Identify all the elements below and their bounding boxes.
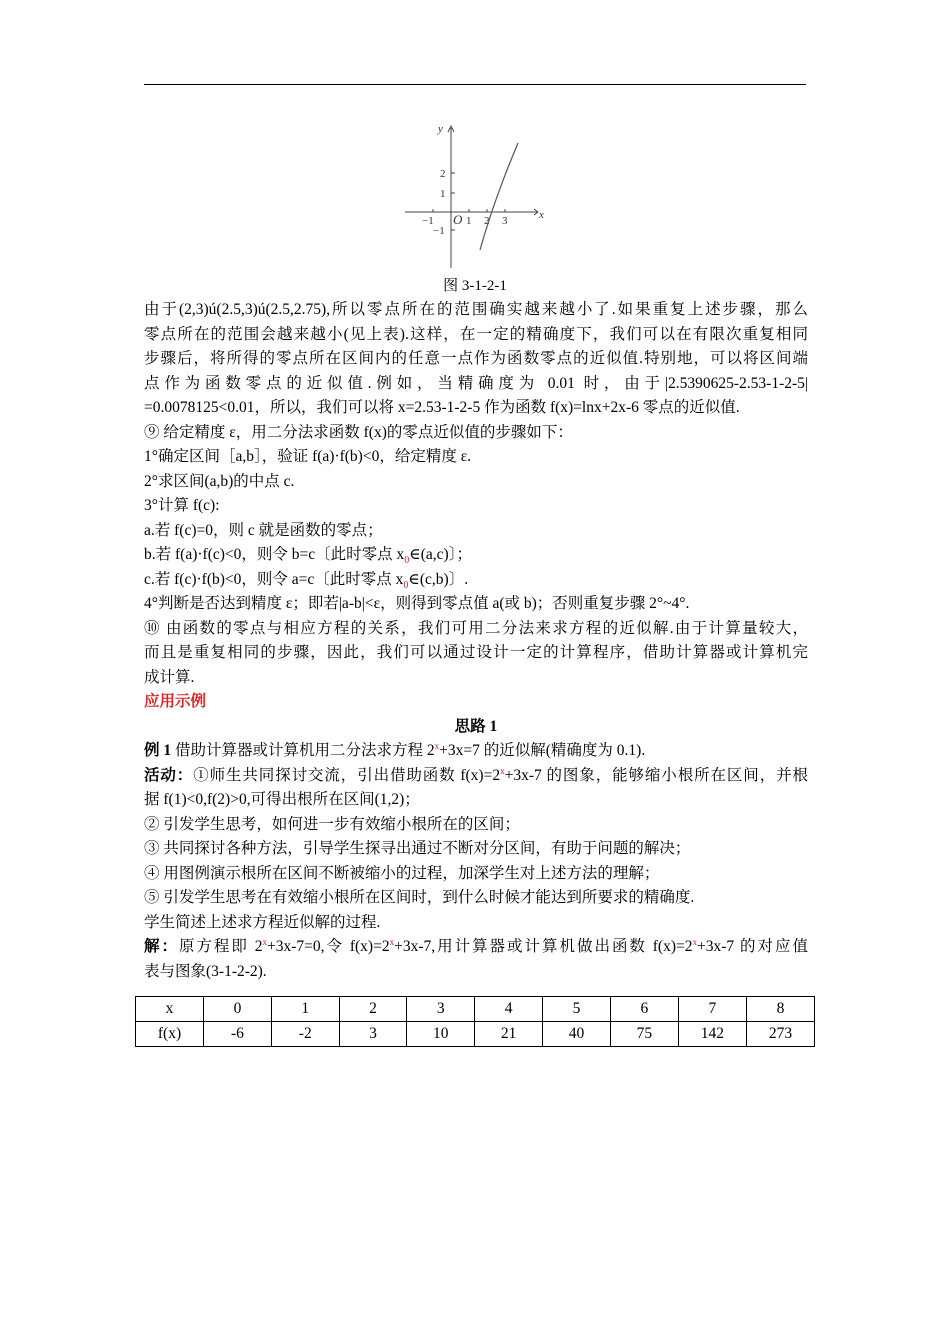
y-axis-label: y: [438, 123, 443, 135]
function-curve: [480, 143, 518, 250]
step-text: ∈(c,b)〕.: [408, 570, 469, 588]
paragraph-line: =0.0078125<0.01，所以，我们可以将 x=2.53-1-2-5 作为函数 f(x)=lnx+2x-6 零点的近似值.: [144, 399, 740, 416]
example-text: 借助计算器或计算机用二分法求方程 2: [175, 742, 435, 759]
step-text: ∈(a,c)〕；: [409, 546, 472, 563]
solution-text: +3x-7=0,令 f(x)=2: [267, 938, 390, 955]
step-line: [144, 568, 808, 593]
step-line: a.若 f(c)=0，则 c 就是函数的零点；: [144, 521, 383, 539]
x-axis-label: x: [539, 209, 544, 221]
table-cell: 1: [271, 997, 339, 1022]
solution-line: [144, 935, 808, 960]
table-row: [136, 997, 815, 1022]
activity-line: 据 f(1)<0,f(2)>0,可得出根所在区间(1,2)；: [144, 791, 420, 808]
paragraph-line: 由于(2,3)ú(2.5,3)ú(2.5,2.75),所以零点所在的范围确实越来越小了.如果重复上述步骤，那么: [144, 301, 808, 318]
section-heading: 应用示例: [144, 693, 207, 710]
activity-line: ③ 共同探讨各种方法，引导学生探寻出通过不断对分区间，有助于问题的解决；: [144, 840, 691, 857]
activity-label: 活动：: [144, 766, 194, 784]
step-text: b.若 f(a)·f(c)<0，则令 b=c〔此时零点 x: [144, 546, 405, 563]
table-cell: 6: [610, 997, 678, 1022]
subscript: 0: [403, 579, 409, 591]
paragraph-line: 零点所在的范围会越来越小(见上表).这样，在一定的精确度下，我们可以在有限次重复相同: [144, 325, 808, 343]
table-cell: 5: [543, 997, 611, 1022]
table-cell: -2: [271, 1022, 339, 1047]
table-cell: 3: [407, 997, 475, 1022]
table-cell: 0: [204, 997, 272, 1022]
superscript: x: [389, 936, 395, 947]
solution-text: +3x-7,用计算器或计算机做出函数 f(x)=2: [394, 938, 693, 955]
solution-text: +3x-7 的对应值: [697, 938, 808, 955]
solution-line: 表与图象(3-1-2-2).: [144, 962, 267, 980]
paragraph-line: 步骤后，将所得的零点所在区间内的任意一点作为函数零点的近似值.特别地，可以将区间端: [144, 350, 808, 367]
tick-label: 1: [440, 188, 446, 200]
table-cell: 3: [339, 1022, 407, 1047]
example-line: [144, 739, 808, 764]
table-cell: 21: [475, 1022, 543, 1047]
paragraph-line: ⑨ 给定精度 ε，用二分法求函数 f(x)的零点近似值的步骤如下：: [144, 423, 573, 441]
table-cell: 10: [407, 1022, 475, 1047]
table-header-cell: x: [136, 997, 204, 1022]
tick-label: 2: [484, 215, 490, 227]
figure-caption: 图 3-1-2-1: [443, 278, 507, 294]
example-text: +3x=7 的近似解(精确度为 0.1).: [439, 742, 646, 759]
table-cell: 4: [475, 997, 543, 1022]
table-cell: -6: [204, 1022, 272, 1047]
tick-label: −1: [422, 215, 434, 227]
tick-label: 1: [466, 215, 472, 227]
tick-label: 2: [440, 168, 446, 180]
table-row: [136, 1022, 815, 1047]
table-cell: 7: [678, 997, 746, 1022]
activity-line: 学生简述上述求方程近似解的过程.: [144, 913, 381, 931]
table-cell: 142: [678, 1022, 746, 1047]
example-label: 例 1: [144, 742, 172, 759]
table-header-cell: f(x): [136, 1022, 204, 1047]
table-cell: 273: [746, 1022, 814, 1047]
solution-label: 解：: [144, 938, 179, 955]
activity-line: ④ 用图例演示根所在区间不断被缩小的过程，加深学生对上述方法的理解；: [144, 864, 660, 882]
function-graph: [400, 118, 550, 273]
paragraph-line: ⑩ 由函数的零点与相应方程的关系，我们可用二分法来求方程的近似解.由于计算量较大，: [144, 619, 808, 637]
table-cell: 8: [746, 997, 814, 1022]
tick-label: −1: [433, 225, 445, 237]
tick-label: 3: [502, 215, 508, 227]
activity-line: ⑤ 引发学生思考在有效缩小根所在区间时，到什么时候才能达到所要求的精确度.: [144, 889, 695, 906]
solution-text: 原方程即 2: [178, 938, 263, 955]
step-text: c.若 f(c)·f(b)<0，则令 a=c〔此时零点 x: [144, 570, 404, 588]
step-line: [144, 543, 808, 568]
header-rule: [144, 84, 806, 85]
table-cell: 2: [339, 997, 407, 1022]
paragraph-line: 而且是重复相同的步骤，因此，我们可以通过设计一定的计算程序，借助计算器或计算机完: [144, 644, 808, 661]
value-table: [135, 996, 815, 1047]
step-line: 1°确定区间［a,b］，验证 f(a)·f(b)<0，给定精度 ε.: [144, 448, 472, 465]
step-line: 3°计算 f(c):: [144, 497, 220, 514]
activity-line: ② 引发学生思考，如何进一步有效缩小根所在的区间；: [144, 815, 520, 833]
table-cell: 40: [543, 1022, 611, 1047]
paragraph-line: 成计算.: [144, 668, 195, 686]
activity-text: ①师生共同探讨交流，引出借助函数 f(x)=2: [193, 766, 501, 784]
activity-text: +3x-7 的图象，能够缩小根所在区间，并根: [504, 766, 808, 784]
step-line: 2°求区间(a,b)的中点 c.: [144, 472, 295, 490]
subscript: 0: [404, 555, 410, 567]
activity-line: [144, 764, 808, 789]
superscript: x: [692, 936, 697, 947]
document-body: [144, 298, 808, 984]
superscript: x: [500, 765, 505, 776]
superscript: x: [262, 936, 268, 947]
superscript: x: [434, 740, 440, 751]
step-line: 4°判断是否达到精度 ε；即若|a-b|<ε，则得到零点值 a(或 b)；否则重复步骤 2°~4°.: [144, 595, 690, 612]
origin-label: O: [453, 212, 463, 227]
sub-heading: 思路 1: [454, 717, 498, 735]
paragraph-line: 点作为函数零点的近似值.例如，当精确度为 0.01 时，由于|2.5390625-2.53-1-2-5|: [144, 374, 808, 392]
table-cell: 75: [610, 1022, 678, 1047]
